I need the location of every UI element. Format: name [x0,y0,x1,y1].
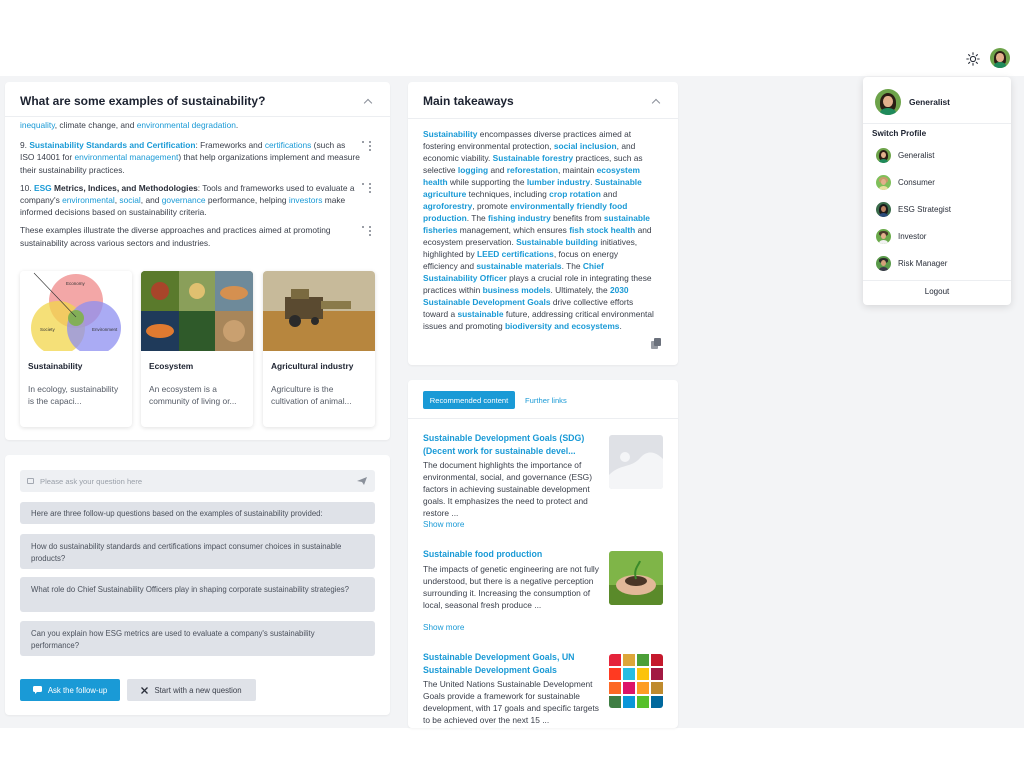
profile-avatar-generalist [876,148,891,163]
card-title: Sustainability [28,361,83,371]
takeaway-text: , and economic viability. [423,141,636,163]
top-bar [0,0,1024,76]
harvester-field-image [263,271,375,351]
ecosystem-collage-image [141,271,253,351]
keyword-highlight[interactable]: agroforestry [423,201,473,211]
recommendation-title[interactable]: Sustainable Development Goals (SDG) (Decent work for sustainable devel... [423,433,585,456]
profile-avatar-investor [876,229,891,244]
keyword-highlight[interactable]: LEED certifications [477,249,554,259]
keyword-highlight[interactable]: sustainable materials [476,261,562,271]
question-input-box[interactable] [20,470,375,492]
sun-icon[interactable] [964,51,982,67]
profile-option-generalist[interactable]: Generalist [898,151,935,160]
takeaway-text: . Ultimately, the [550,285,610,295]
question-input[interactable] [40,473,340,489]
profile-avatar-esg-strategist [876,202,891,217]
topic-card-agricultural-industry[interactable] [263,271,375,427]
keyword-highlight[interactable]: fish stock health [569,225,636,235]
takeaway-text: . [590,177,595,187]
new-question-label: Start with a new question [154,685,242,695]
answer-text: inequality, climate change, and environmental degradation. 9. Sustainability Standards and Certification: Frameworks and certifications (such as ISO 14001 for environmental management) that help organizations implement and measure their sustainability practices. 10. ESG Metrics, Indices, and Methodologies: Tools and frameworks used to evaluate a company's environmental, social, and governance performance, helping investors make informed decisions based on sustainability criteria. These examples illustrate the diverse approaches and practices aimed at promoting sustainability across various sectors and industries. [20,120,360,248]
topic-card-sustainability[interactable] [20,271,132,427]
keyword-highlight[interactable]: lumber industry [526,177,591,187]
venn-label-right: Environment [92,327,118,332]
current-profile-avatar [875,89,901,115]
keyword-highlight[interactable]: reforestation [506,165,558,175]
takeaway-text: and [600,189,618,199]
takeaway-text: future, addressing critical environmental issues and promoting [423,309,654,331]
tab-recommended-content[interactable]: Recommended content [423,391,515,409]
profile-avatar-consumer [876,175,891,190]
close-icon [141,687,148,694]
show-more-link[interactable]: Show more [423,623,465,632]
divider [408,418,678,419]
ask-followup-label: Ask the follow-up [47,685,108,695]
profile-option-investor[interactable]: Investor [898,232,927,241]
new-question-button[interactable] [127,679,256,701]
takeaway-text: techniques, including [466,189,550,199]
recommendation-description: The impacts of genetic engineering are not fully understood, but there is a negative perception surrounding it. Increasing the consumption of local, seasonal fresh produce ... [423,564,599,610]
takeaway-text: , focus on energy efficiency and [423,249,619,271]
followup-question[interactable]: How do sustainability standards and certifications impact consumer choices in sustainable products? [20,534,375,569]
takeaway-text: . The [466,213,488,223]
keyword-highlight[interactable]: 2030 Sustainable Development Goals [423,285,629,307]
takeaway-text: benefits from [550,213,604,223]
keyword-highlight[interactable]: Sustainable agriculture [423,177,642,199]
followup-question[interactable]: What role do Chief Sustainability Officers play in shaping corporate sustainability strategies? [20,577,375,612]
show-more-link[interactable]: Show more [423,520,465,529]
takeaway-text: plays a crucial role in integrating these practices within [423,273,652,295]
takeaway-text: initiatives, highlighted by [423,237,638,259]
keyword-highlight[interactable]: logging [457,165,489,175]
copy-icon[interactable] [651,338,663,350]
keyword-highlight[interactable]: sustainable fisheries [423,213,650,235]
item-menu-icon[interactable] [362,181,374,195]
card-title: Agricultural industry [271,361,354,371]
recommendation-title[interactable]: Sustainable Development Goals, UN Sustainable Development Goals [423,652,575,675]
takeaway-text: encompasses diverse practices aimed at fostering environmental protection, [423,129,632,151]
divider [5,116,390,117]
user-avatar[interactable] [990,48,1010,68]
takeaway-text: practices, such as selective [423,153,643,175]
profile-avatar-risk-manager [876,256,891,271]
profile-option-consumer[interactable]: Consumer [898,178,935,187]
card-title: Ecosystem [149,361,194,371]
placeholder-image [609,435,663,489]
recommendation-description: The United Nations Sustainable Development Goals provide a framework for sustainable development, with 17 goals and specific targets to be achieved over the next 15 ... [423,679,599,725]
keyword-highlight[interactable]: fishing industry [488,213,551,223]
send-icon[interactable] [357,477,367,485]
keyword-highlight[interactable]: environmentally friendly food production [423,201,628,223]
sdg-grid-image [609,654,663,708]
venn-label-top: Economy [66,281,85,286]
chat-icon [33,686,42,694]
ask-followup-button[interactable] [20,679,120,701]
venn-label-left: Society [40,327,55,332]
divider [408,118,678,119]
keyword-highlight[interactable]: biodiversity and ecosystems [504,321,620,331]
logout-button[interactable]: Logout [924,287,950,296]
takeaway-text: and ecosystem preservation. [423,225,652,247]
keyword-highlight[interactable]: Chief Sustainability Officer [423,261,604,283]
keyword-highlight[interactable]: Sustainable building [516,237,599,247]
divider [863,280,1011,281]
tab-further-links[interactable]: Further links [525,395,567,405]
keyword-highlight[interactable]: sustainable [457,309,504,319]
keyword-highlight[interactable]: business models [482,285,551,295]
takeaway-text: and [488,165,507,175]
recommendation-title[interactable]: Sustainable food production [423,549,543,559]
collapse-chevron-icon[interactable] [363,96,373,106]
profile-option-esg-strategist[interactable]: ESG Strategist [898,205,951,214]
followup-intro: Here are three follow-up questions based on the examples of sustainability provided: [20,502,375,524]
followup-question[interactable]: Can you explain how ESG metrics are used to evaluate a company's sustainability performance? [20,621,375,656]
card-description: Agriculture is the cultivation of animal... [271,384,352,406]
takeaway-text: while supporting the [447,177,527,187]
collapse-chevron-icon[interactable] [651,96,661,106]
recommendation-description: The document highlights the importance of environmental, social, and governance (ESG) factors in achieving sustainable development goals. It emphasizes the need to protect and restore ... [423,460,592,518]
takeaways-text [423,128,655,332]
divider [863,123,1011,124]
item-menu-icon[interactable] [362,139,374,153]
takeaway-text: management, which ensures [457,225,570,235]
hands-soil-image [609,551,663,605]
keyword-highlight[interactable]: Sustainable forestry [492,153,574,163]
takeaway-text: . The [561,261,583,271]
keyword-highlight[interactable]: social inclusion [553,141,617,151]
card-description: An ecosystem is a community of living or... [149,384,237,406]
answer-title: What are some examples of sustainability? [20,94,266,108]
profile-option-risk-manager[interactable]: Risk Manager [898,259,948,268]
bottom-strip [0,728,1024,768]
takeaway-text: . [619,321,622,331]
topic-card-ecosystem[interactable] [141,271,253,427]
takeaway-text: , maintain [558,165,597,175]
item-menu-icon[interactable] [362,224,374,238]
takeaway-text: , promote [472,201,511,211]
takeaways-title: Main takeaways [423,94,514,108]
keyword-highlight[interactable]: Sustainability [423,129,478,139]
chat-bubble-icon [27,478,34,484]
switch-profile-heading: Switch Profile [872,129,927,138]
keyword-highlight[interactable]: crop rotation [549,189,601,199]
takeaway-text: drive collective efforts toward a [423,297,634,319]
venn-diagram-image [20,271,132,351]
current-profile-name: Generalist [909,97,950,107]
card-description: In ecology, sustainability is the capaci... [28,384,119,406]
keyword-highlight[interactable]: ecosystem health [423,165,640,187]
